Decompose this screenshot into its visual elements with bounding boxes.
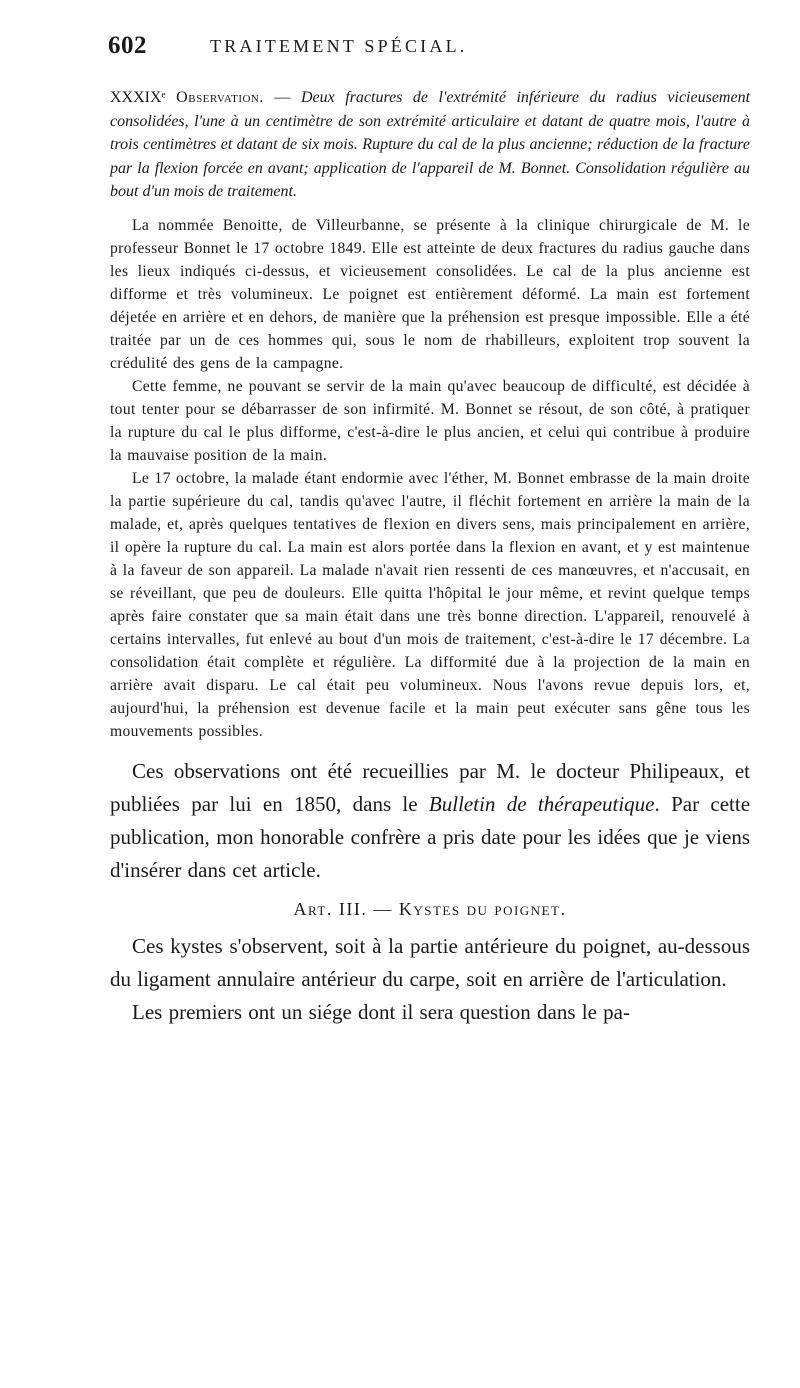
observation-summary: Deux fractures de l'extrémité inférieure du radius vicieusement consolidées, l'une à un centimètre de son extrémité articulaire et datant de quatre mois, l'autre à trois centimètres et datant de six mois. Rupture du cal de la plus ancienne; réduction de la fracture par la flexion forcée en avant; application de l'appareil de M. Bonnet. Consolidation régulière au bout d'un mois de traitement. [110, 89, 751, 200]
body-paragraph: Ces observations ont été recueillies par M. le docteur Philipeaux, et publiées par lui en 1850, dans le Bulletin de thérapeutique. Par cette publication, mon honorable confrère a pris date pour les idées que je viens d'insérer dans cet article. [110, 758, 751, 882]
running-header [110, 32, 750, 68]
journal-title: Bulletin de thérapeutique [428, 791, 655, 816]
page [110, 32, 750, 1029]
observation-number: XXXIX [110, 89, 162, 106]
observation-paragraph: Le 17 octobre, la malade étant endormie avec l'éther, M. Bonnet embrasse de la main droite la partie supérieure du cal, tandis qu'avec l'autre, il fléchit fortement en arrière la main de la malade, et, après quelques tentatives de flexion en divers sens, mais principalement en arrière, il opère la rupture du cal. La main est alors portée dans la flexion en avant, et y est maintenue à la faveur de son appareil. La malade n'avait rien ressenti de ces manœuvres, et n'accusait, en se réveillant, que peu de douleurs. Elle quitta l'hôpital le jour même, et revint quelque temps après faire constater que sa main était dans une très bonne direction. L'appareil, renouvelé à certains intervalles, fut enlevé au bout d'un mois de traitement, c'est-à-dire le 17 décembre. La consolidation était complète et régulière. La difformité due à la projection de la main en arrière avait disparu. Le cal était peu volumineux. Nous l'avons revue depuis lors, et, aujourd'hui, la préhension est devenue facile et la main peut exécuter sans gêne tous les mouvements possibles. [110, 469, 750, 740]
body-text [110, 755, 750, 887]
body-paragraph: Les premiers ont un siége dont il sera question dans le pa- [132, 999, 630, 1024]
observation-block [110, 86, 750, 743]
observation-heading: XXXIXᵉ Observation. — Deux fractures de l'extrémité inférieure du radius vicieusement consolidées, l'une à un centimètre de son extrémité articulaire et datant de quatre mois, l'autre à trois centimètres et datant de six mois. Rupture du cal de la plus ancienne; réduction de la fracture par la flexion forcée en avant; application de l'appareil de M. Bonnet. Consolidation régulière au bout d'un mois de traitement. [110, 89, 751, 200]
observation-dash: — [274, 89, 291, 106]
article-number: Art. III. [293, 898, 368, 919]
running-title: TRAITEMENT SPÉCIAL. [210, 36, 468, 56]
section-title: Kystes du poignet. [398, 898, 567, 919]
observation-label: Observation. [176, 89, 264, 106]
body-paragraph: Ces kystes s'observent, soit à la partie antérieure du poignet, au-dessous du ligament annulaire antérieur du carpe, soit en arrière de l'articulation. [110, 933, 750, 991]
section-dash: — [373, 898, 393, 919]
observation-paragraph: La nommée Benoitte, de Villeurbanne, se présente à la clinique chirurgicale de M. le professeur Bonnet le 17 octobre 1849. Elle est atteinte de deux fractures du radius gauche dans les lieux indiqués ci-dessus, et vicieusement consolidées. Le cal de la plus ancienne est difforme et très volumineux. Le poignet est entièrement déformé. La main est fortement déjetée en arrière et en dehors, de manière que la préhension est presque impossible. Elle a été traitée par un de ces hommes qui, sous le nom de rhabilleurs, exploitent trop souvent la crédulité des gens de la campagne. [110, 216, 750, 372]
observation-paragraph: Cette femme, ne pouvant se servir de la main qu'avec beaucoup de difficulté, est décidée à tout tenter pour se débarrasser de son infirmité. M. Bonnet se résout, de son côté, à pratiquer la rupture du cal le plus difforme, c'est-à-dire le plus ancien, et celui qui contribue à produire la mauvaise position de la main. [110, 377, 750, 464]
body-text-section [110, 930, 750, 1029]
section-heading [110, 899, 750, 920]
page-number: 602 [108, 32, 147, 59]
